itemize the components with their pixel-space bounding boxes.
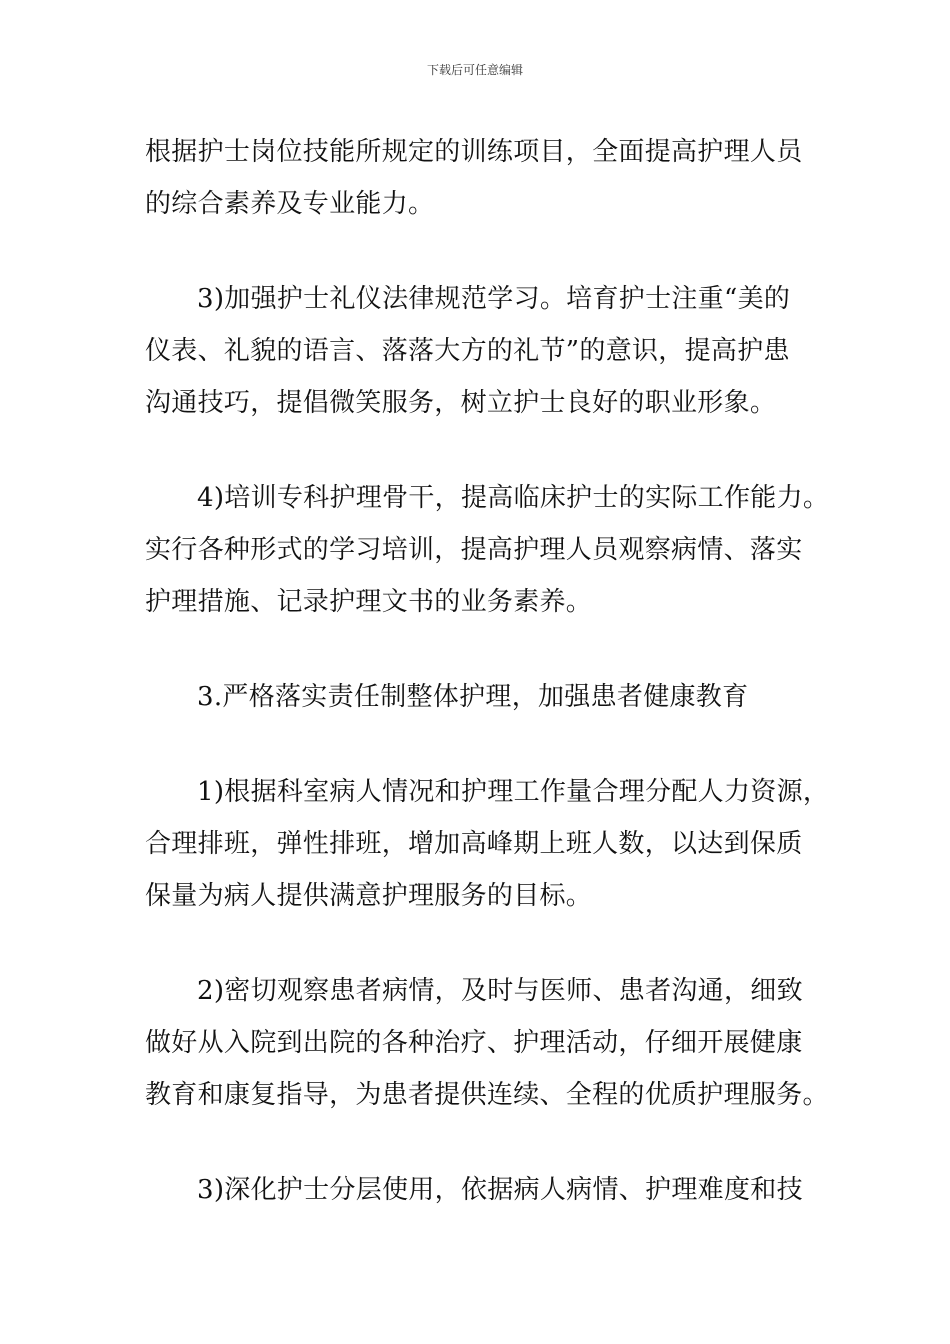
text-line: 根据护士岗位技能所规定的训练项目，全面提高护理人员	[145, 137, 803, 167]
text-line: 做好从入院到出院的各种治疗、护理活动，仔细开展健康	[145, 1028, 803, 1058]
paragraph-training-continued	[145, 126, 815, 230]
text-line: 3)深化护士分层使用，依据病人病情、护理难度和技	[197, 1175, 803, 1205]
paragraph-tiered-nursing	[145, 1164, 815, 1216]
paragraph-staffing	[145, 766, 830, 922]
paragraph-patient-care	[145, 965, 829, 1121]
text-line: 2)密切观察患者病情，及时与医师、患者沟通，细致	[197, 976, 803, 1006]
paragraph-etiquette	[145, 273, 815, 429]
section-heading-responsibility	[145, 671, 815, 723]
text-line: 沟通技巧，提倡微笑服务，树立护士良好的职业形象。	[145, 388, 777, 418]
document-body	[145, 126, 830, 1259]
text-line: 3)加强护士礼仪法律规范学习。培育护士注重“美的	[197, 284, 791, 314]
text-line: 的综合素养及专业能力。	[145, 189, 435, 219]
text-line: 1)根据科室病人情况和护理工作量合理分配人力资源，	[197, 777, 830, 807]
text-line: 合理排班，弹性排班，增加高峰期上班人数，以达到保质	[145, 829, 803, 859]
page-header-note: 下载后可任意编辑	[426, 63, 523, 77]
paragraph-specialist-training	[145, 472, 830, 628]
text-line: 实行各种形式的学习培训，提高护理人员观察病情、落实	[145, 535, 803, 565]
text-line: 护理措施、记录护理文书的业务素养。	[145, 587, 593, 617]
text-line: 仪表、礼貌的语言、落落大方的礼节”的意识，提高护患	[145, 336, 790, 366]
text-line: 教育和康复指导，为患者提供连续、全程的优质护理服务。	[145, 1080, 829, 1110]
text-line: 3.严格落实责任制整体护理，加强患者健康教育	[197, 682, 749, 712]
text-line: 4)培训专科护理骨干，提高临床护士的实际工作能力。	[197, 483, 830, 513]
text-line: 保量为病人提供满意护理服务的目标。	[145, 881, 593, 911]
